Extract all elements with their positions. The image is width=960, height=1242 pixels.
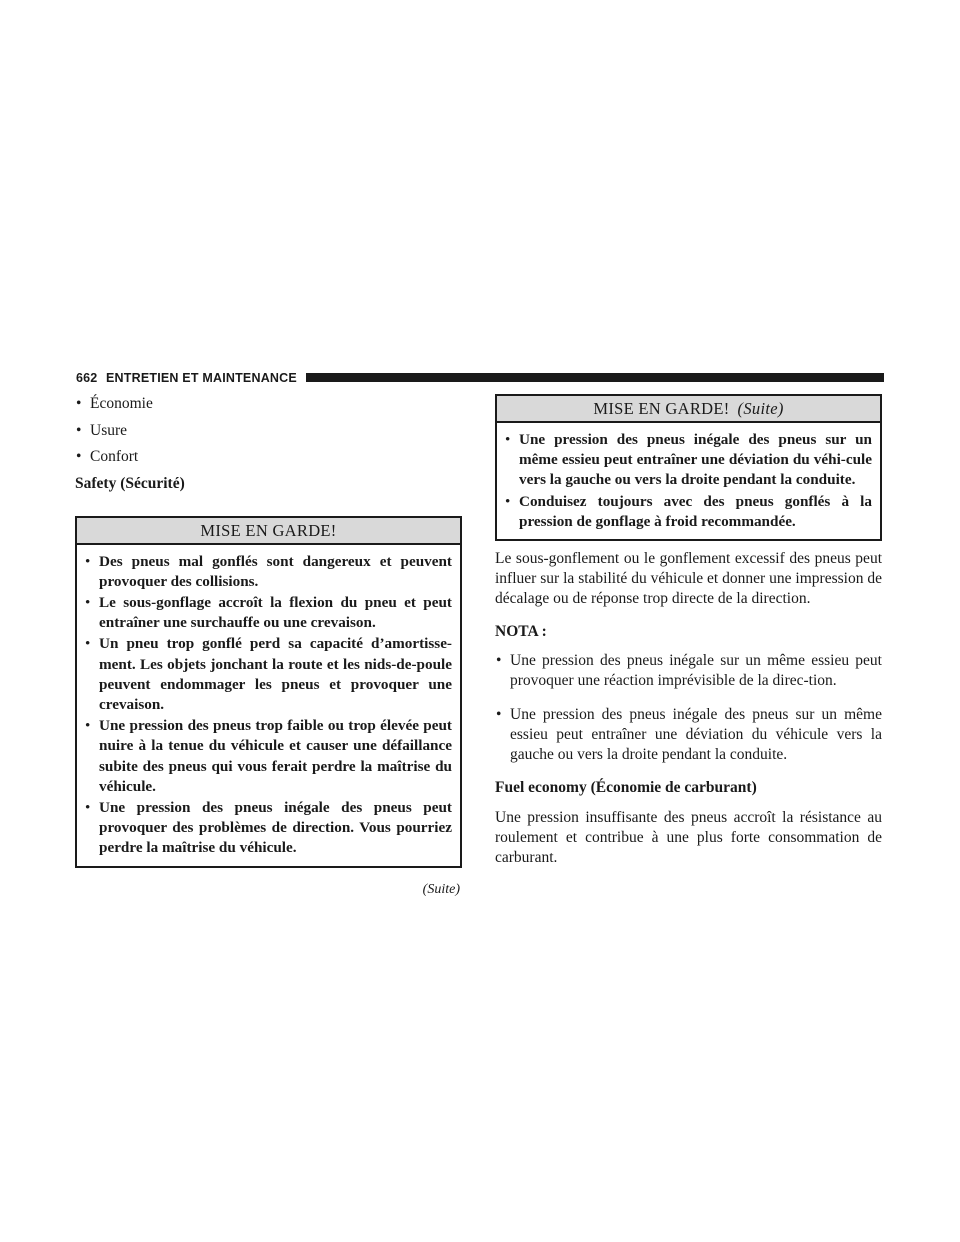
page-header bbox=[76, 370, 884, 386]
header-rule bbox=[306, 373, 884, 382]
page-number: 662 bbox=[76, 371, 98, 385]
nota-list bbox=[495, 651, 882, 766]
list-item: • Usure bbox=[75, 421, 462, 441]
list-item: • Économie bbox=[75, 394, 462, 414]
warning-title bbox=[77, 518, 460, 545]
warning-box-continued bbox=[495, 394, 882, 541]
warning-title-text: MISE EN GARDE! bbox=[200, 520, 337, 540]
warning-item: • Un pneu trop gonflé perd sa capacité d’amortisse-ment. Les objets jonchant la route et les nids-de-poule peuvent endommager les pneus et provoquer une crevaison. bbox=[85, 634, 452, 715]
nota-item: • Une pression des pneus inégale sur un même essieu peut provoquer une réaction imprévisible de la direc-tion. bbox=[495, 651, 882, 691]
warning-item: • Une pression des pneus inégale des pneus peut provoquer des problèmes de direction. Vous pourriez perdre la maîtrise du véhicule. bbox=[85, 798, 452, 859]
intro-bullet-list bbox=[75, 394, 462, 467]
right-column bbox=[495, 394, 882, 868]
stability-paragraph: Le sous-gonflement ou le gonflement excessif des pneus peut influer sur la stabilité du véhicule et donner une impression de décalage ou de réponse trop directe de la direction. bbox=[495, 550, 882, 608]
warning-item: • Conduisez toujours avec des pneus gonflés à la pression de gonflage à froid recommandée. bbox=[505, 492, 872, 532]
section-title: ENTRETIEN ET MAINTENANCE bbox=[106, 371, 297, 385]
warning-title-text: MISE EN GARDE! bbox=[593, 399, 730, 418]
safety-subheading: Safety (Sécurité) bbox=[75, 474, 185, 492]
fuel-economy-subheading: Fuel economy (Économie de carburant) bbox=[495, 778, 757, 796]
list-item: • Confort bbox=[75, 447, 462, 467]
warning-title bbox=[497, 396, 880, 423]
nota-item: • Une pression des pneus inégale des pneus sur un même essieu peut entraîner une déviation du véhicule vers la gauche ou vers la droite pendant la conduite. bbox=[495, 705, 882, 766]
left-column bbox=[75, 394, 462, 898]
warning-item: • Une pression des pneus trop faible ou trop élevée peut nuire à la tenue du véhicule et causer une défaillance subite des pneus qui vous ferait perdre la maîtrise du véhicule. bbox=[85, 716, 452, 797]
warning-item: • Une pression des pneus inégale des pneus sur un même essieu peut entraîner une déviation du véhi-cule vers la gauche ou vers la droite pendant la conduite. bbox=[505, 430, 872, 491]
fuel-economy-paragraph: Une pression insuffisante des pneus accroît la résistance au roulement et contribue à une plus forte consommation de carburant. bbox=[495, 808, 882, 867]
warning-list bbox=[77, 545, 460, 866]
nota-label: NOTA : bbox=[495, 622, 547, 640]
warning-item: • Des pneus mal gonflés sont dangereux et peuvent provoquer des collisions. bbox=[85, 552, 452, 592]
warning-box bbox=[75, 516, 462, 868]
warning-item: • Le sous-gonflage accroît la flexion du pneu et peut entraîner une surchauffe ou une crevaison. bbox=[85, 593, 452, 633]
warning-list bbox=[497, 423, 880, 539]
continued-label: (Suite) bbox=[422, 881, 460, 897]
warning-title-suffix: (Suite) bbox=[737, 399, 784, 418]
